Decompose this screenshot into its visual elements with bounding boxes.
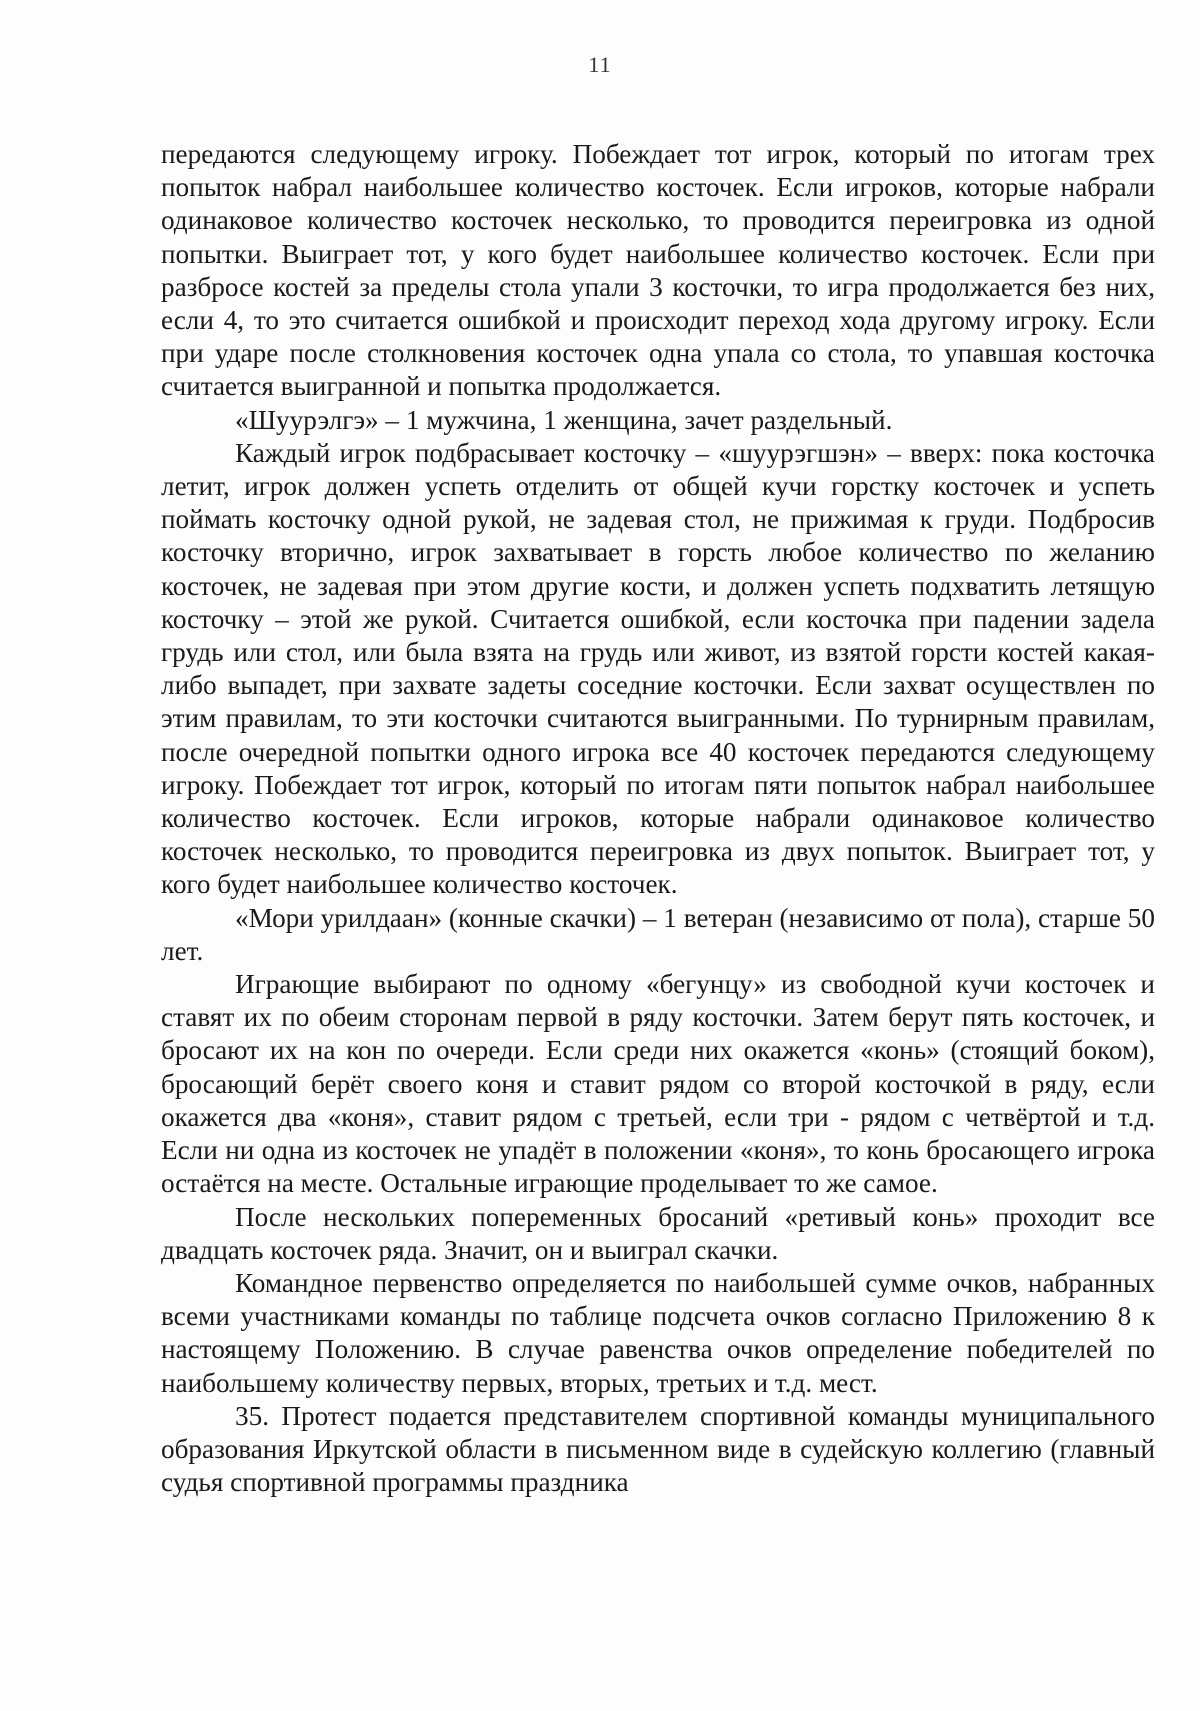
paragraph-shuurelge-heading: «Шуурэлгэ» – 1 мужчина, 1 женщина, зачет раздельный. [235, 404, 893, 435]
paragraph-continuation: передаются следующему игроку. Побеждает тот игрок, который по итогам трех попыток набрал наибольшее количество косточек. Если игроков, которые набрали одинаковое количество косточек несколько, то проводится переигровка из одной попытки. Выиграет тот, у кого будет наибольшее количество косточек. Если при разбросе костей за пределы стола упали 3 косточки, то игра продолжается без них, если 4, то это считается ошибкой и происходит переход хода другому игроку. Если при ударе после столкновения косточек одна упала со стола, то упавшая косточка считается выигранной и попытка продолжается. [161, 139, 1155, 402]
paragraph-mori-urildaan-heading: «Мори урилдаан» (конные скачки) – 1 ветеран (независимо от пола), старше 50 лет. [161, 902, 1155, 966]
paragraph-protest-35: 35. Протест подается представителем спортивной команды муниципального образования Иркутской области в письменном виде в судейскую коллегию (главный судья спортивной программы праздника [161, 1400, 1155, 1498]
document-body [161, 138, 1155, 1499]
page-number: 11 [588, 52, 612, 77]
paragraph-race-result: После нескольких попеременных бросаний «ретивый конь» проходит все двадцать косточек ряда. Значит, он и выиграл скачки. [161, 1201, 1155, 1265]
paragraph-shuurelge-rules: Каждый игрок подбрасывает косточку – «шуурэгшэн» – вверх: пока косточка летит, игрок должен успеть отделить от общей кучи горстку косточек и успеть поймать косточку одной рукой, не задевая стол, не прижимая к груди. Подбросив косточку вторично, игрок захватывает в горсть любое количество по желанию косточек, не задевая при этом другие кости, и должен успеть подхватить летящую косточку – этой же рукой. Считается ошибкой, если косточка при падении задела грудь или стол, или была взята на грудь или живот, из взятой горсти костей какая-либо выпадет, при захвате задеты соседние косточки. Если захват осуществлен по этим правилам, то эти косточки считаются выигранными. По турнирным правилам, после очередной попытки одного игрока все 40 косточек передаются следующему игроку. Побеждает тот игрок, который по итогам пяти попыток набрал наибольшее количество косточек. Если игроков, которые набрали одинаковое количество косточек несколько, то проводится переигровка из двух попыток. Выиграет тот, у кого будет наибольшее количество косточек. [161, 437, 1155, 900]
paragraph-mori-urildaan-rules: Играющие выбирают по одному «бегунцу» из свободной кучи косточек и ставят их по обеим сторонам первой в ряду косточки. Затем берут пять косточек, и бросают их на кон по очереди. Если среди них окажется «конь» (стоящий боком), бросающий берёт своего коня и ставит рядом со второй косточкой в ряду, если окажется два «коня», ставит рядом с третьей, если три - рядом с четвёртой и т.д. Если ни одна из косточек не упадёт в положении «коня», то конь бросающего игрока остаётся на месте. Остальные играющие проделывает то же самое. [161, 969, 1155, 1199]
paragraph-team-championship: Командное первенство определяется по наибольшей сумме очков, набранных всеми участниками команды по таблице подсчета очков согласно Приложению 8 к настоящему Положению. В случае равенства очков определение победителей по наибольшему количеству первых, вторых, третьих и т.д. мест. [161, 1267, 1155, 1398]
